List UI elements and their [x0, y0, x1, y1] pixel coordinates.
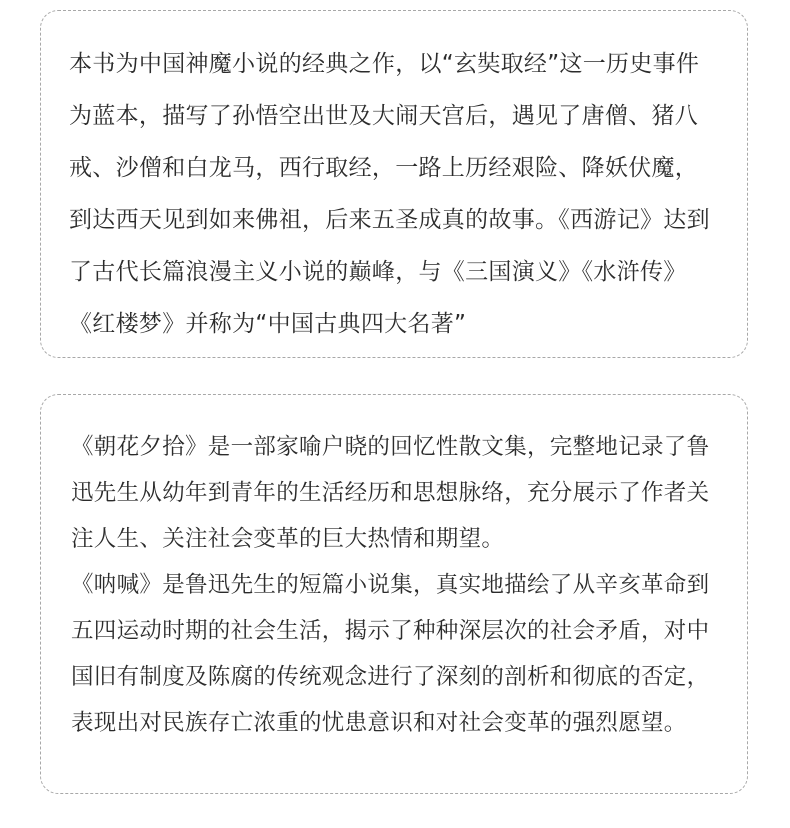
- card-paragraph: 本书为中国神魔小说的经典之作，以“玄奘取经”这一历史事件为蓝本，描写了孙悟空出世及大闹天宫后，遇见了唐僧、猪八戒、沙僧和白龙马，西行取经，一路上历经艰险、降妖伏魔，到达西天见到如来佛祖，后来五圣成真的故事。《西游记》达到了古代长篇浪漫主义小说的巅峰，与《三国演义》《水浒传》《红楼梦》并称为“中国古典四大名著”: [69, 51, 710, 337]
- card-paragraph: 《呐喊》是鲁迅先生的短篇小说集，真实地描绘了从辛亥革命到五四运动时期的社会生活，揭示了种种深层次的社会矛盾，对中国旧有制度及陈腐的传统观念进行了深刻的剖析和彻底的否定，表现出对民族存亡浓重的忧患意识和对社会变革的强烈愿望。: [71, 572, 710, 736]
- card-paragraph: 《朝花夕拾》是一部家喻户晓的回忆性散文集，完整地记录了鲁迅先生从幼年到青年的生活经历和思想脉络，充分展示了作者关注人生、关注社会变革的巨大热情和期望。: [71, 434, 710, 552]
- lu-xun-works-description-card: [40, 394, 748, 794]
- journey-to-the-west-description-card: [40, 10, 748, 358]
